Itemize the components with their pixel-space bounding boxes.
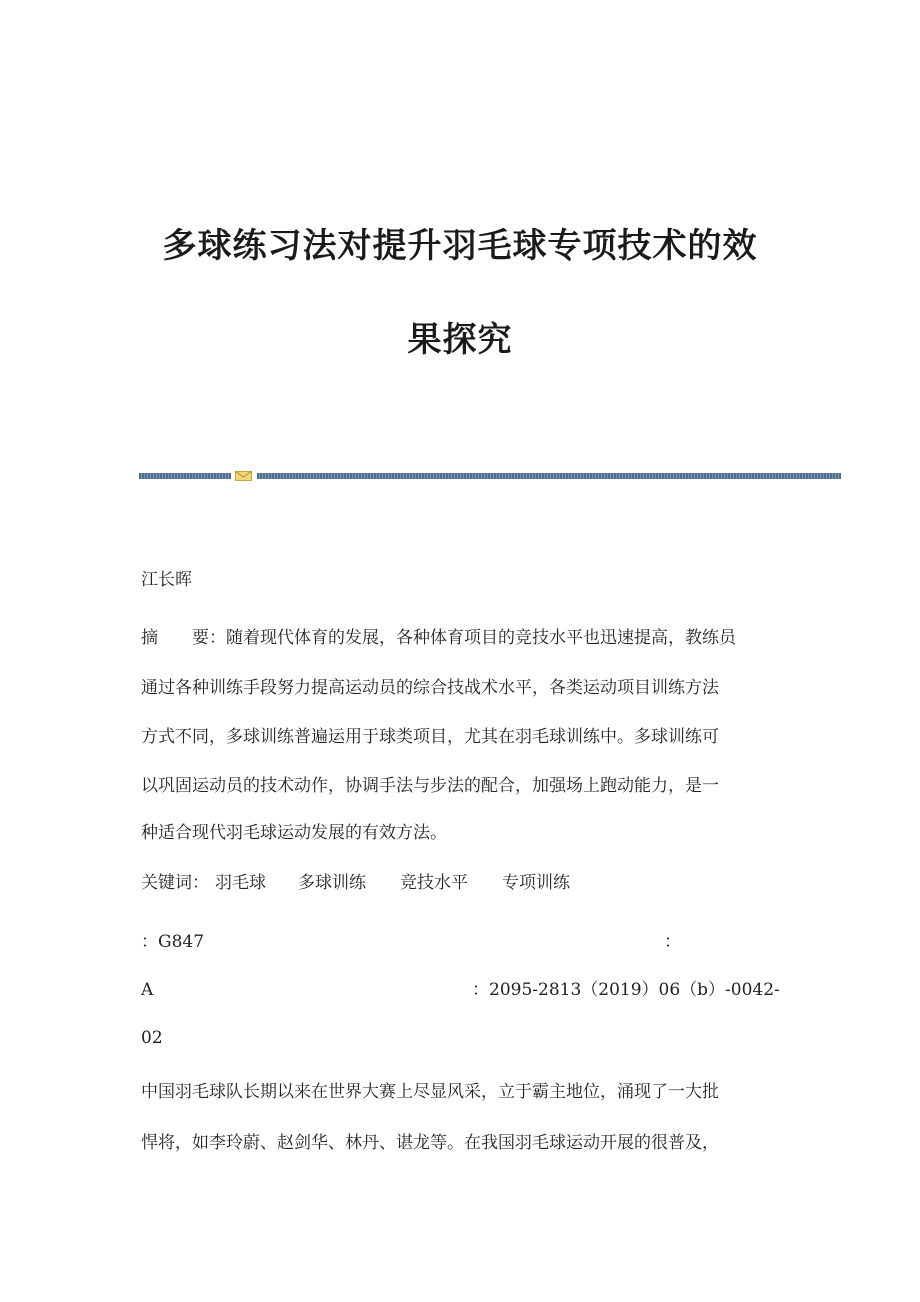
body-paragraph-line-2: 悍将，如李玲蔚、赵剑华、林丹、谌龙等。在我国羽毛球运动开展的很普及， [141, 1133, 719, 1153]
abstract-text: 随着现代体育的发展，各种体育项目的竞技水平也迅速提高，教练员 [226, 628, 736, 648]
abstract-line-2: 通过各种训练手段努力提高运动员的综合技战术水平，各类运动项目训练方法 [141, 678, 719, 698]
body-paragraph-line-1: 中国羽毛球队长期以来在世界大赛上尽显风采，立于霸主地位，涌现了一大批 [141, 1082, 719, 1102]
keyword-item: 多球训练 [298, 873, 366, 893]
document-code: A [141, 980, 154, 1000]
article-id: ：2095-2813（2019）06（b）-0042- [472, 980, 780, 1000]
divider-bar-left [139, 473, 231, 479]
document-title-line-2: 果探究 [407, 320, 513, 360]
clc-number: ：G847 [141, 932, 205, 952]
keyword-item: 专项训练 [502, 873, 570, 893]
author-name: 江长晖 [141, 570, 192, 590]
article-id-continued: 02 [141, 1028, 163, 1048]
document-code-colon: ： [664, 932, 681, 952]
abstract-line-4: 以巩固运动员的技术动作，协调手法与步法的配合，加强场上跑动能力，是一 [141, 776, 719, 796]
keyword-item: 羽毛球 [215, 873, 266, 893]
divider-bar-right [257, 473, 841, 479]
keywords-label: 关键词： [141, 873, 209, 893]
abstract-line-3: 方式不同，多球训练普遍运用于球类项目，尤其在羽毛球训练中。多球训练可 [141, 727, 719, 747]
title-divider [139, 471, 841, 481]
abstract-line-5: 种适合现代羽毛球运动发展的有效方法。 [141, 823, 447, 843]
abstract-line-1 [141, 626, 736, 650]
keyword-item: 竞技水平 [400, 873, 468, 893]
abstract-label: 摘 要： [141, 628, 226, 648]
document-title-line-1: 多球练习法对提升羽毛球专项技术的效 [162, 226, 758, 266]
envelope-ornament-icon [235, 471, 252, 481]
